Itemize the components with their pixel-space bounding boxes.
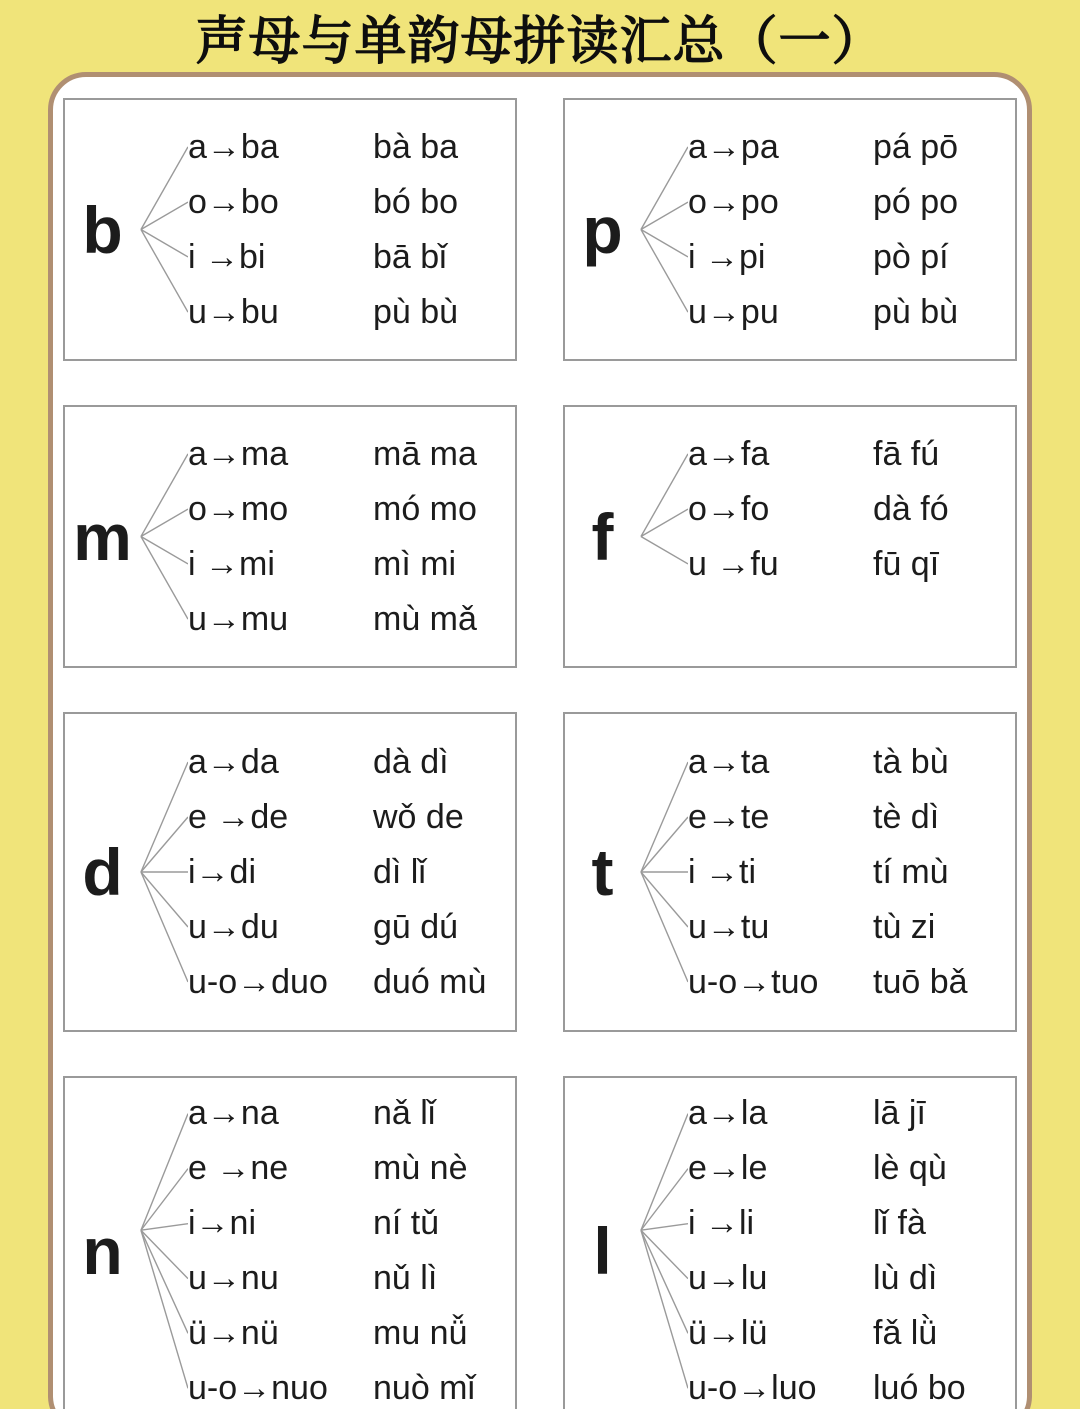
example-word: mù mǎ — [373, 599, 477, 638]
combo-text: a→na — [188, 1094, 279, 1132]
combo-text: e→te — [688, 797, 770, 836]
combo-rows — [188, 1078, 515, 1409]
example-word: tà bù — [873, 742, 949, 781]
combo-text: u-o→duo — [188, 962, 328, 1001]
example-word: lù dì — [873, 1259, 938, 1297]
pinyin-box-b — [63, 98, 517, 361]
combo-text: o→po — [688, 182, 779, 221]
combo-text: i→ni — [188, 1204, 257, 1242]
combo-row — [688, 1251, 1015, 1306]
combo-text: a→fa — [688, 434, 770, 473]
combo-row — [188, 1196, 515, 1251]
combo-rows — [188, 407, 515, 666]
initial-letter: m — [73, 499, 132, 574]
combo-rows — [188, 714, 515, 1030]
branch-lines — [140, 407, 188, 666]
combo-text: u-o→tuo — [688, 962, 819, 1001]
combo-text: a→ta — [688, 742, 770, 781]
combo-row — [188, 482, 515, 537]
combo-text: a→ba — [188, 127, 279, 166]
example-word: fǎ lǜ — [873, 1314, 938, 1352]
branch-lines — [140, 1078, 188, 1409]
branch-lines — [640, 100, 688, 359]
combo-row — [688, 1196, 1015, 1251]
example-word: tuō bǎ — [873, 962, 968, 1001]
combo-rows — [688, 1078, 1015, 1409]
combo-text: u-o→luo — [688, 1369, 817, 1407]
combo-text: i →bi — [188, 237, 266, 276]
combo-row — [188, 175, 515, 230]
branch-lines — [140, 714, 188, 1030]
example-word: bà ba — [373, 127, 459, 166]
combo-row — [688, 735, 1015, 790]
initial-letter: f — [591, 499, 614, 574]
pinyin-box-t — [563, 712, 1017, 1032]
example-word: pó po — [873, 182, 959, 221]
example-word: bó bo — [373, 182, 459, 221]
combo-text: u→bu — [188, 292, 279, 331]
combo-row — [188, 592, 515, 647]
combo-text: u→pu — [688, 292, 779, 331]
initial-letter: t — [591, 835, 614, 909]
example-word: pò pí — [873, 237, 949, 276]
branch-lines — [640, 1078, 688, 1409]
combo-row — [688, 175, 1015, 230]
combo-text: i →pi — [688, 237, 766, 276]
example-word: pù bù — [373, 292, 459, 331]
combo-rows — [188, 100, 515, 359]
combo-row — [188, 120, 515, 175]
combo-text: u→du — [188, 907, 279, 946]
example-word: dì lǐ — [373, 852, 426, 891]
initial-letter: b — [82, 192, 123, 267]
example-word: fū qī — [873, 544, 940, 583]
combo-row — [188, 230, 515, 285]
example-word: lā jī — [873, 1094, 926, 1132]
combo-text: u→mu — [188, 599, 289, 638]
initial-letter: l — [593, 1214, 612, 1288]
pinyin-box-f — [563, 405, 1017, 668]
example-word: pù bù — [873, 292, 959, 331]
combo-text: u→tu — [688, 907, 770, 946]
combo-text: ü→lü — [688, 1314, 768, 1352]
example-word: mì mi — [373, 544, 457, 583]
combo-row — [688, 120, 1015, 175]
combo-row — [188, 427, 515, 482]
branch-lines — [640, 714, 688, 1030]
combo-row — [188, 845, 515, 900]
combo-text: e →ne — [188, 1149, 289, 1187]
combo-row — [688, 955, 1015, 1010]
pinyin-box-n — [63, 1076, 517, 1409]
combo-row — [188, 1361, 515, 1409]
combo-text: e→le — [688, 1149, 768, 1187]
example-word: tí mù — [873, 852, 949, 891]
combo-text: i →mi — [188, 544, 275, 583]
combo-row — [188, 735, 515, 790]
initial-letter: d — [82, 835, 123, 909]
combo-text: u→lu — [688, 1259, 768, 1297]
combo-row — [188, 537, 515, 592]
combo-text: u →fu — [688, 544, 779, 583]
combo-row — [188, 900, 515, 955]
pinyin-box-m — [63, 405, 517, 668]
example-word: tù zi — [873, 907, 936, 946]
combo-row — [688, 427, 1015, 482]
combo-text: o→mo — [188, 489, 289, 528]
combo-row — [688, 482, 1015, 537]
combo-row — [188, 1306, 515, 1361]
example-word: fā fú — [873, 434, 940, 473]
combo-text: a→ma — [188, 434, 289, 473]
example-word: mā ma — [373, 434, 477, 473]
combo-text: u-o→nuo — [188, 1369, 328, 1407]
combo-row — [688, 1086, 1015, 1141]
combo-text: i →li — [688, 1204, 755, 1242]
example-word: bā bǐ — [373, 237, 447, 276]
combo-row — [188, 1251, 515, 1306]
combo-row — [188, 955, 515, 1010]
combo-row — [188, 285, 515, 340]
combo-text: i →ti — [688, 852, 756, 891]
combo-row — [688, 790, 1015, 845]
combo-text: a→la — [688, 1094, 768, 1132]
branch-lines — [140, 100, 188, 359]
example-word: mù nè — [373, 1149, 468, 1187]
combo-row — [688, 537, 1015, 592]
example-word: gū dú — [373, 907, 459, 946]
example-word: mó mo — [373, 489, 477, 528]
combo-text: i→di — [188, 852, 257, 891]
example-word: dà dì — [373, 742, 449, 781]
combo-text: e →de — [188, 797, 289, 836]
example-word: wǒ de — [373, 797, 464, 836]
combo-rows — [688, 407, 1015, 666]
combo-rows — [688, 100, 1015, 359]
combo-text: a→pa — [688, 127, 779, 166]
combo-row — [688, 1141, 1015, 1196]
example-word: nǎ lǐ — [373, 1094, 436, 1132]
example-word: ní tǔ — [373, 1204, 440, 1242]
pinyin-box-d — [63, 712, 517, 1032]
example-word: nuò mǐ — [373, 1369, 476, 1407]
combo-text: o→fo — [688, 489, 770, 528]
example-word: tè dì — [873, 797, 940, 836]
pinyin-box-l — [563, 1076, 1017, 1409]
page-title: 声母与单韵母拼读汇总（一） — [195, 12, 885, 71]
combo-rows — [688, 714, 1015, 1030]
combo-row — [688, 900, 1015, 955]
example-word: luó bo — [873, 1369, 966, 1407]
combo-row — [688, 1306, 1015, 1361]
combo-row — [688, 230, 1015, 285]
combo-row — [688, 845, 1015, 900]
branch-lines — [640, 407, 688, 666]
initial-letter: n — [82, 1214, 123, 1288]
pinyin-box-p — [563, 98, 1017, 361]
combo-text: o→bo — [188, 182, 279, 221]
example-word: pá pō — [873, 127, 959, 166]
combo-row — [688, 1361, 1015, 1409]
combo-row — [688, 285, 1015, 340]
initial-letter: p — [582, 192, 623, 267]
combo-text: u→nu — [188, 1259, 279, 1297]
combo-row — [188, 1086, 515, 1141]
combo-row — [188, 790, 515, 845]
combo-text: ü→nü — [188, 1314, 279, 1352]
example-word: lè qù — [873, 1149, 947, 1187]
example-word: lǐ fà — [873, 1204, 926, 1242]
example-word: nǔ lì — [373, 1259, 438, 1297]
combo-row — [188, 1141, 515, 1196]
example-word: duó mù — [373, 962, 487, 1001]
combo-text: a→da — [188, 742, 279, 781]
example-word: dà fó — [873, 489, 949, 528]
pinyin-panel — [48, 72, 1032, 1409]
example-word: mu nǚ — [373, 1314, 468, 1352]
